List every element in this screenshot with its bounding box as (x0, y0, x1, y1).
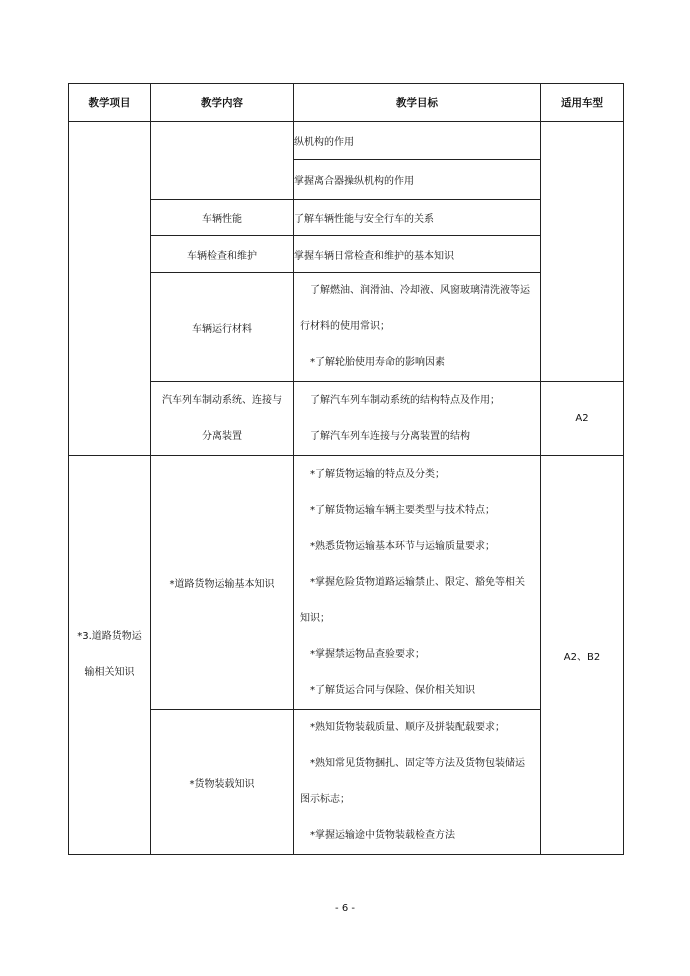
header-teaching-goal: 教学目标 (294, 84, 541, 122)
table-row (69, 200, 624, 236)
goal-line: 图示标志； (300, 794, 350, 805)
goal-line: *熟悉货物运输基本环节与运输质量要求； (310, 540, 495, 552)
goal-line: *熟知常见货物捆扎、固定等方法及货物包装储运 (310, 758, 525, 769)
vehicle-type-cell: A2 (541, 382, 624, 456)
teaching-goal-cell (294, 710, 541, 855)
teaching-content-cell: 车辆性能 (151, 200, 294, 236)
goal-line: *了解货物运输的特点及分类； (310, 468, 445, 480)
teaching-content-cell: 车辆运行材料 (151, 273, 294, 382)
teaching-item-cell (69, 122, 151, 456)
table-row (69, 236, 624, 273)
teaching-goal-cell: 纵机构的作用 (294, 122, 541, 160)
vehicle-type-cell (541, 122, 624, 382)
content-line: 分离装置 (202, 430, 242, 442)
item-line: *3.道路货物运 (77, 631, 142, 642)
goal-line: *了解轮胎使用寿命的影响因素 (310, 357, 445, 368)
goal-line: *了解货物运输车辆主要类型与技术特点； (310, 504, 495, 516)
goal-line: 知识； (300, 612, 330, 624)
header-vehicle-type: 适用车型 (541, 84, 624, 122)
goal-line: *掌握运输途中货物装载检查方法 (310, 830, 455, 841)
teaching-content-cell: *货物装载知识 (151, 710, 294, 855)
curriculum-table (68, 83, 624, 855)
goal-line: 了解汽车列车连接与分离装置的结构 (310, 430, 470, 442)
goal-line: 了解汽车列车制动系统的结构特点及作用； (310, 394, 500, 406)
goal-line: *熟知货物装载质量、顺序及拼装配载要求； (310, 722, 505, 733)
teaching-goal-cell: 掌握车辆日常检查和维护的基本知识 (294, 236, 541, 273)
goal-line: *掌握危险货物道路运输禁止、限定、豁免等相关 (310, 576, 525, 588)
goal-line: *掌握禁运物品查验要求； (310, 648, 425, 660)
teaching-content-cell (151, 382, 294, 456)
table-row (69, 456, 624, 710)
teaching-goal-cell (294, 273, 541, 382)
teaching-goal-cell (294, 382, 541, 456)
teaching-goal-cell (294, 456, 541, 710)
teaching-goal-cell: 掌握离合器操纵机构的作用 (294, 160, 541, 200)
vehicle-type-cell: A2、B2 (541, 456, 624, 855)
page-number: - 6 - (335, 903, 355, 914)
goal-line: 行材料的使用常识； (300, 321, 390, 332)
teaching-content-cell: 车辆检查和维护 (151, 236, 294, 273)
header-teaching-content: 教学内容 (151, 84, 294, 122)
goal-line: *了解货运合同与保险、保价相关知识 (310, 684, 475, 696)
header-teaching-item: 教学项目 (69, 84, 151, 122)
content-line: 汽车列车制动系统、连接与 (162, 394, 282, 406)
table-header-row (69, 84, 624, 122)
table-row (69, 710, 624, 855)
teaching-item-cell (69, 456, 151, 855)
table-row (69, 122, 624, 160)
table-row (69, 382, 624, 456)
teaching-content-cell: *道路货物运输基本知识 (151, 456, 294, 710)
table-row (69, 273, 624, 382)
goal-line: 了解燃油、润滑油、冷却液、风窗玻璃清洗液等运 (310, 285, 530, 296)
teaching-content-cell (151, 122, 294, 200)
teaching-goal-cell: 了解车辆性能与安全行车的关系 (294, 200, 541, 236)
item-line: 输相关知识 (84, 667, 135, 678)
